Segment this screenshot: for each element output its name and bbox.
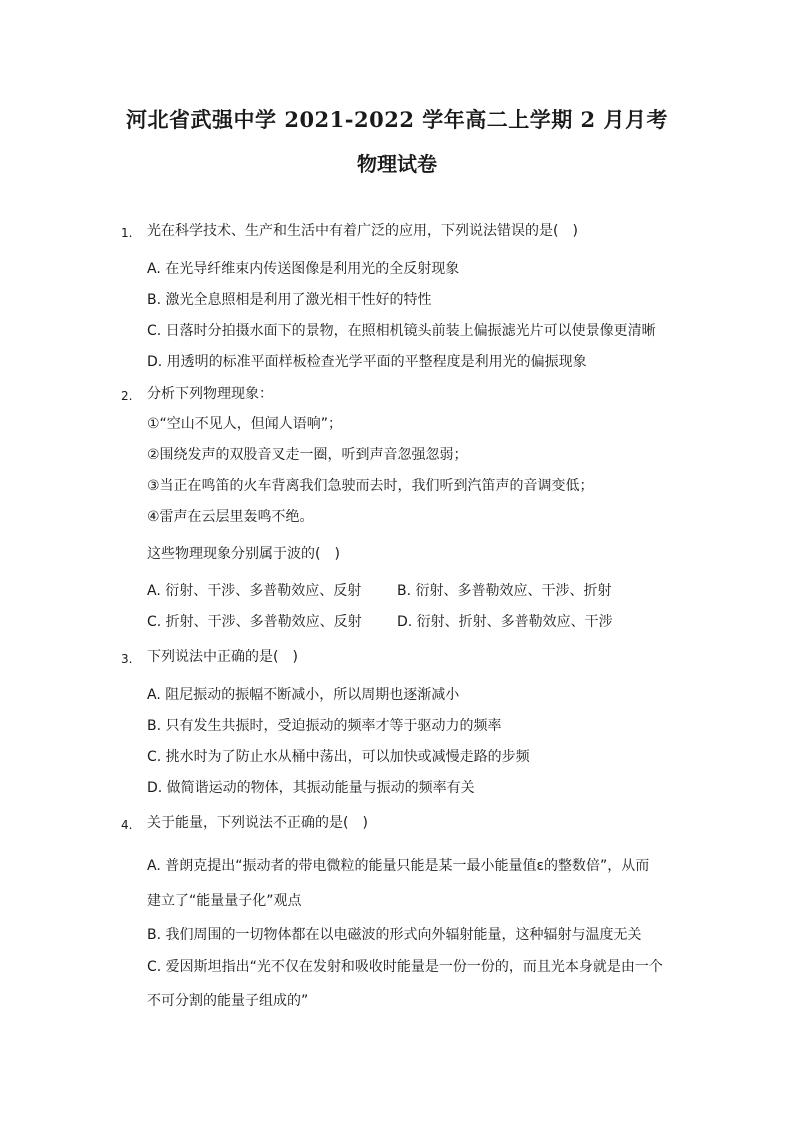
question-stem: 关于能量，下列说法不正确的是( ) — [147, 815, 368, 831]
option-a: A. 普朗克提出“振动者的带电微粒的能量只能是某一最小能量值ε的整数倍”，从而 — [147, 858, 650, 874]
option-a: A. 衍射、干涉、多普勒效应、反射 — [147, 583, 362, 599]
question-number: 2. — [121, 389, 133, 403]
option-a: A. 在光导纤维束内传送图像是利用光的全反射现象 — [147, 261, 460, 277]
option-c-continued: 不可分割的能量子组成的” — [147, 993, 309, 1009]
option-c: C. 挑水时为了防止水从桶中荡出，可以加快或减慢走路的步频 — [147, 749, 530, 765]
question-stem: 下列说法中正确的是( ) — [147, 649, 298, 665]
option-b: B. 衍射、多普勒效应、干涉、折射 — [397, 583, 612, 599]
phenomenon-item: ①“空山不见人，但闻人语响”； — [147, 416, 343, 432]
option-b: B. 激光全息照相是利用了激光相干性好的特性 — [147, 292, 432, 308]
option-d: D. 用透明的标准平面样板检查光学平面的平整程度是利用光的偏振现象 — [147, 354, 587, 370]
option-d: D. 做简谐运动的物体，其振动能量与振动的频率有关 — [147, 780, 475, 796]
phenomenon-item: ②围绕发声的双股音叉走一圈，听到声音忽强忽弱； — [147, 447, 468, 463]
exam-title: 河北省武强中学 2021-2022 学年高二上学期 2 月月考 — [126, 107, 668, 132]
exam-subtitle: 物理试卷 — [357, 152, 437, 176]
question-number: 1. — [121, 226, 133, 240]
option-c: C. 日落时分拍摄水面下的景物，在照相机镜头前装上偏振滤光片可以使景像更清晰 — [147, 323, 656, 339]
option-d: D. 衍射、折射、多普勒效应、干涉 — [397, 614, 613, 630]
option-b: B. 我们周围的一切物体都在以电磁波的形式向外辐射能量，这种辐射与温度无关 — [147, 927, 642, 943]
phenomenon-item: ③当正在鸣笛的火车背离我们急驶而去时，我们听到汽笛声的音调变低； — [147, 478, 594, 494]
option-a: A. 阻尼振动的振幅不断减小，所以周期也逐渐减小 — [147, 687, 460, 703]
option-c: C. 爱因斯坦指出“光不仅在发射和吸收时能量是一份一份的，而且光本身就是由一个 — [147, 959, 663, 975]
question-number: 4. — [121, 818, 133, 832]
option-c: C. 折射、干涉、多普勒效应、反射 — [147, 614, 362, 630]
question-stem: 光在科学技术、生产和生活中有着广泛的应用，下列说法错误的是( ) — [147, 223, 578, 239]
option-b: B. 只有发生共振时，受迫振动的频率才等于驱动力的频率 — [147, 718, 502, 734]
question-stem-2: 这些物理现象分别属于波的( ) — [147, 546, 340, 562]
phenomenon-item: ④雷声在云层里轰鸣不绝。 — [147, 509, 314, 525]
question-number: 3. — [121, 652, 133, 666]
option-a-continued: 建立了“能量量子化”观点 — [147, 893, 302, 909]
question-stem: 分析下列物理现象： — [147, 386, 273, 402]
